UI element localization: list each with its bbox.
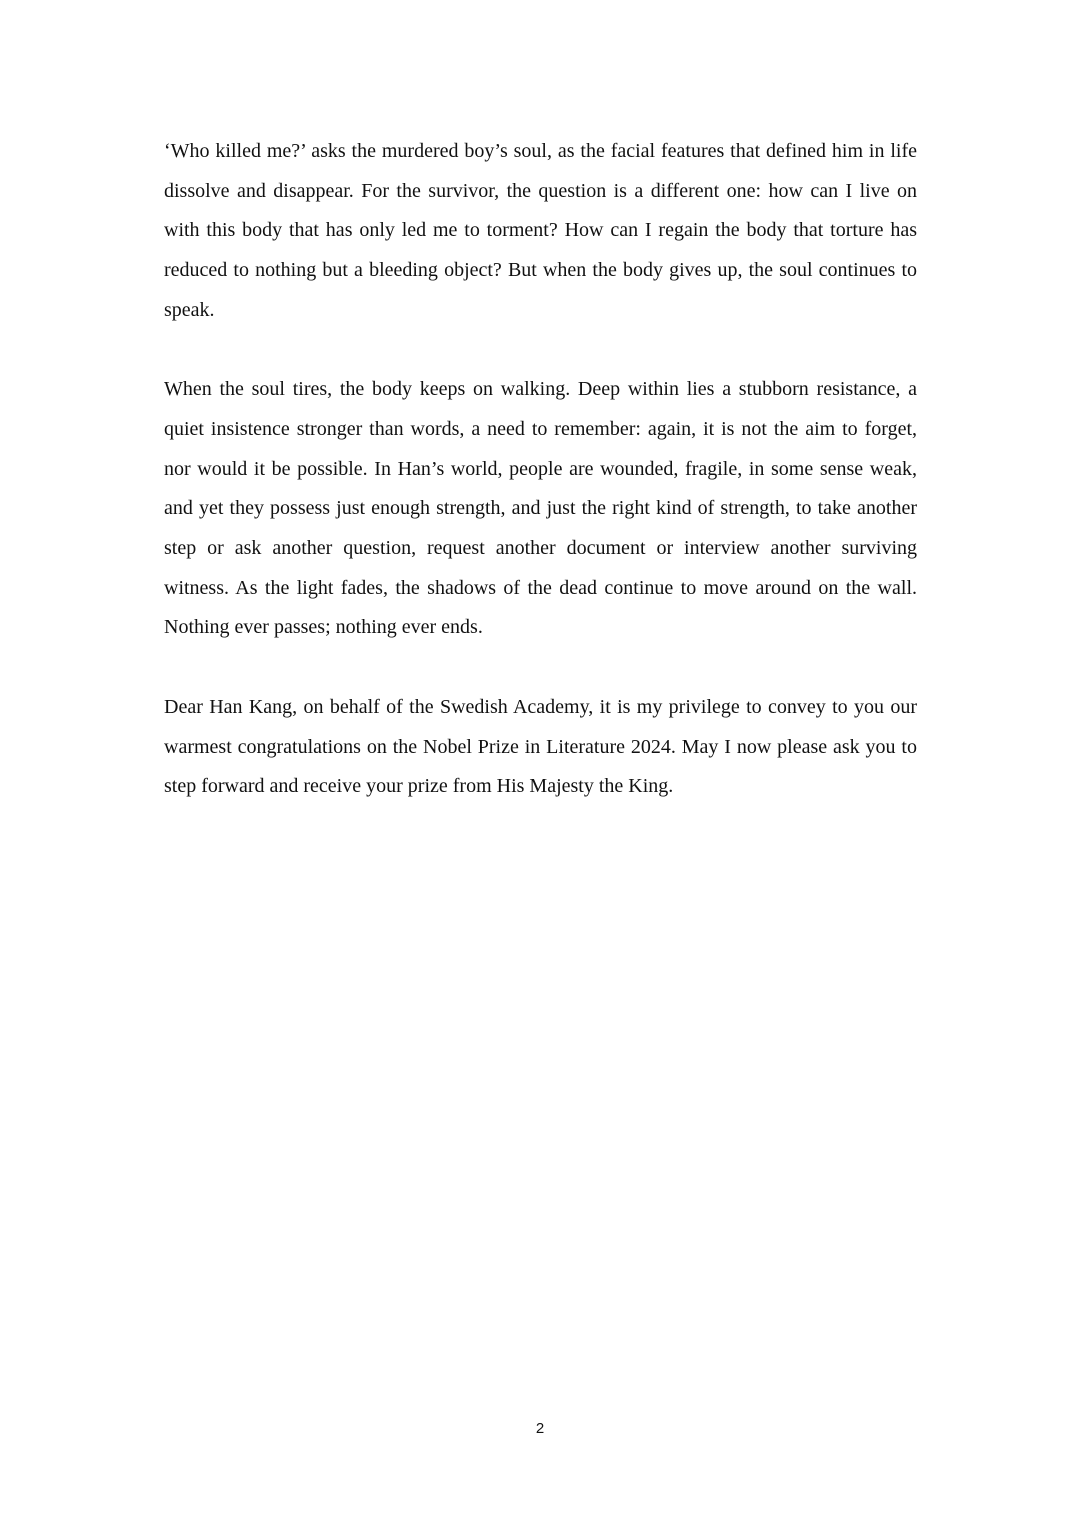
paragraph-2: When the soul tires, the body keeps on walking. Deep within lies a stubborn resistance, a quiet insistence stronger than words, a need to remember: again, it is not the aim to forget, nor would it be possible. In Han’s world, people are wounded, fragile, in some sense weak, and yet they possess just enough strength, and just the right kind of strength, to take another step or ask another question, request another document or interview another surviving witness. As the light fades, the shadows of the dead continue to move around on the wall. Nothing ever passes; nothing ever ends. xyxy=(164,378,917,639)
page-number: 2 xyxy=(535,1420,545,1437)
paragraph-1: ‘Who killed me?’ asks the murdered boy’s soul, as the facial features that defined him in life dissolve and disappear. For the survivor, the question is a different one: how can I live on with this body that has only led me to torment? How can I regain the body that torture has reduced to nothing but a bleeding object? But when the body gives up, the soul continues to speak. xyxy=(164,140,917,321)
paragraph-3: Dear Han Kang, on behalf of the Swedish Academy, it is my privilege to convey to you our warmest congratulations on the Nobel Prize in Literature 2024. May I now please ask you to step forward and receive your prize from His Majesty the King. xyxy=(164,695,917,798)
body-text xyxy=(164,132,917,847)
